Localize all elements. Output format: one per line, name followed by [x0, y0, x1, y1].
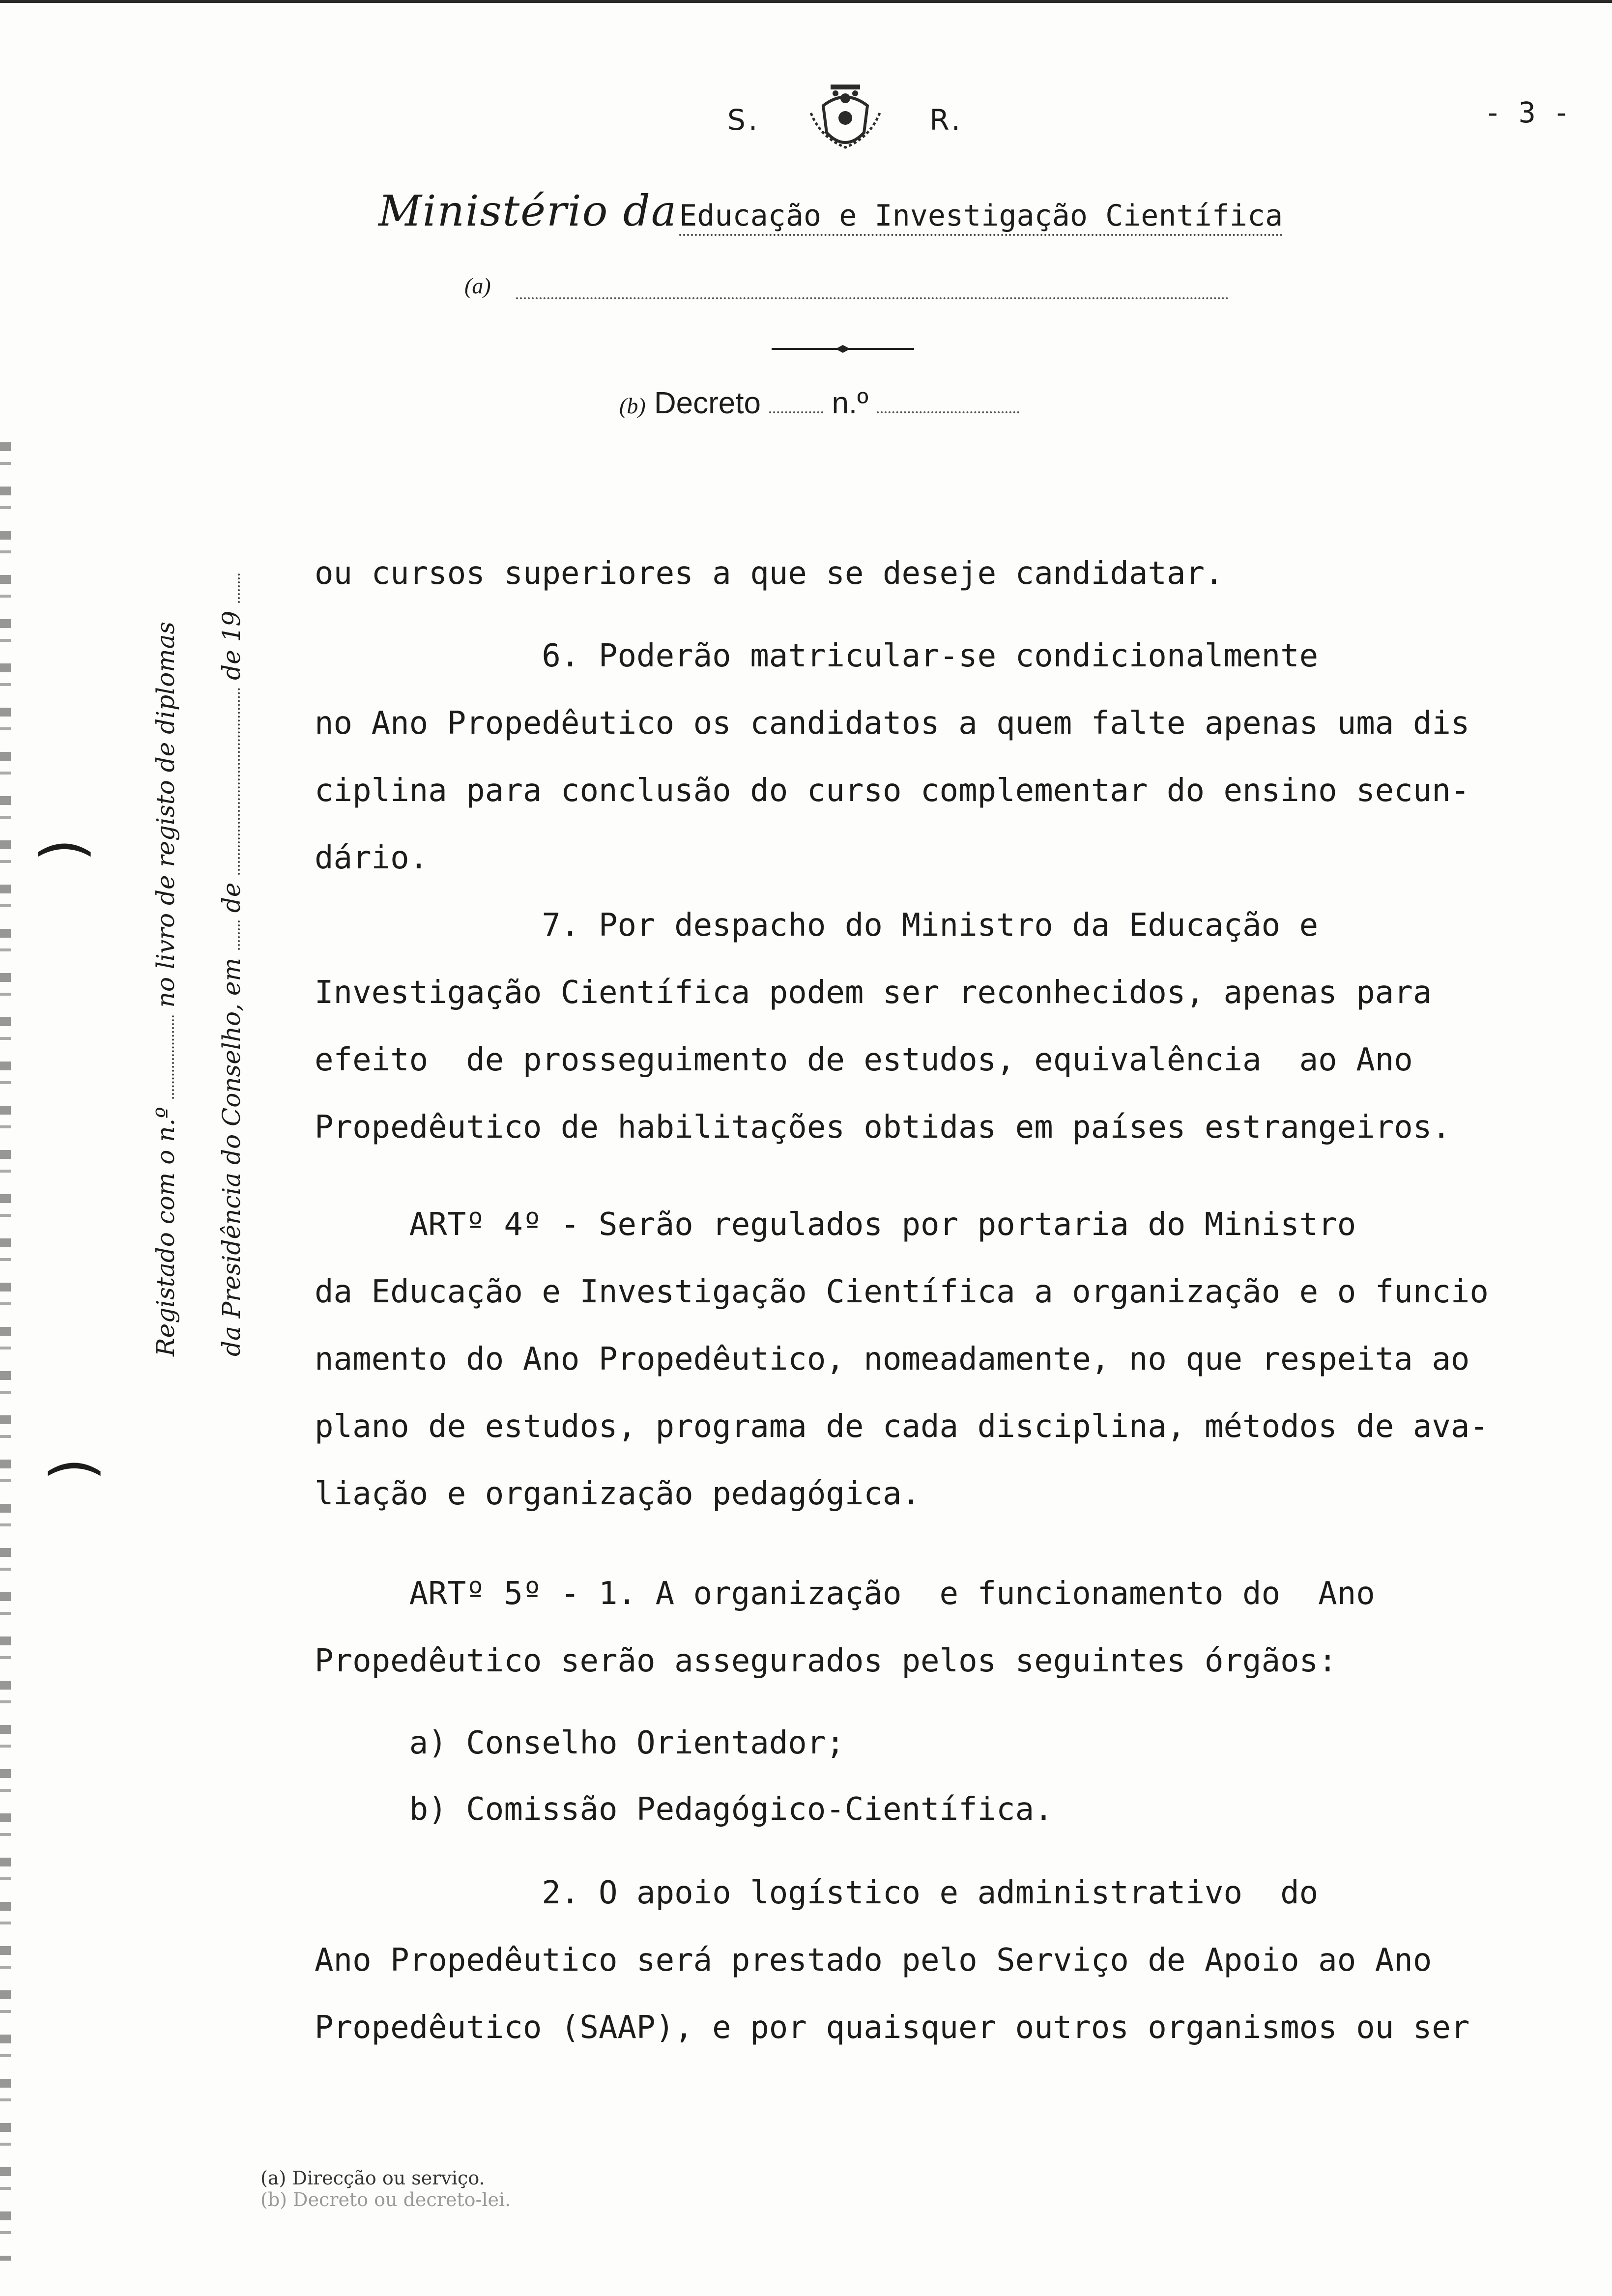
body-line: namento do Ano Propedêutico, nomeadamente, no que respeita ao	[315, 1341, 1470, 1378]
body-line: Investigação Científica podem ser reconhecidos, apenas para	[315, 975, 1432, 1011]
page-number: - 3 -	[1484, 96, 1570, 129]
letterhead-right: R.	[929, 103, 963, 137]
body-line: 7. Por despacho do Ministro da Educação e	[315, 907, 1319, 944]
body-line: a) Conselho Orientador;	[315, 1725, 845, 1761]
body-line: no Ano Propedêutico os candidatos a quem falte apenas uma dis	[315, 705, 1470, 742]
margin-line-1: Registado com o n.º no livro de registo de diplomas	[151, 621, 180, 1356]
body-line: ciplina para conclusão do curso complementar do ensino secun-	[315, 773, 1470, 809]
decree-footnote-mark: (b)	[619, 393, 646, 418]
footnote-b: (b) Decreto ou decreto-lei.	[260, 2189, 511, 2210]
body-line: 6. Poderão matricular-se condicionalmente	[315, 638, 1319, 674]
decree-number-dots	[877, 411, 1019, 413]
divider-ornament	[772, 344, 914, 354]
margin-line-2: da Presidência do Conselho, em de de 19	[199, 574, 264, 1356]
body-line: ou cursos superiores a que se deseje candidatar.	[315, 555, 1224, 592]
margin-bracket-top: (	[31, 838, 100, 861]
direction-field-label: (a)	[464, 273, 491, 298]
body-line: Ano Propedêutico será prestado pelo Serviço de Apoio ao Ano	[315, 1942, 1432, 1979]
letterhead-left: S.	[727, 103, 761, 137]
decree-line	[619, 386, 1019, 421]
ministry-ornate-text: Ministério da	[378, 187, 678, 236]
coat-of-arms-icon	[801, 79, 890, 157]
decree-number-label: n.º	[832, 386, 868, 420]
ministry-heading	[378, 187, 1283, 236]
binding-edge	[0, 442, 11, 2261]
body-line: plano de estudos, programa de cada disciplina, métodos de ava-	[315, 1408, 1489, 1445]
registration-margin-note	[133, 574, 264, 1356]
body-line: liação e organização pedagógica.	[315, 1476, 921, 1512]
body-line: ARTº 5º - 1. A organização e funcionamento do Ano	[315, 1576, 1375, 1612]
body-line: da Educação e Investigação Científica a organização e o funcio	[315, 1274, 1489, 1310]
direction-field-dots	[516, 297, 1229, 299]
decree-word: Decreto	[654, 386, 761, 420]
footnote-a: (a) Direcção ou serviço.	[260, 2167, 485, 2189]
body-line: dário.	[315, 840, 429, 876]
body-line: efeito de prosseguimento de estudos, equivalência ao Ano	[315, 1042, 1413, 1078]
body-line: 2. O apoio logístico e administrativo do	[315, 1875, 1319, 1911]
body-line: b) Comissão Pedagógico-Científica.	[315, 1791, 1053, 1828]
top-rule	[0, 0, 1612, 3]
body-line: Propedêutico de habilitações obtidas em países estrangeiros.	[315, 1109, 1451, 1146]
margin-bracket-bottom: (	[41, 1458, 110, 1481]
body-line: Propedêutico (SAAP), e por quaisquer outros organismos ou ser	[315, 2009, 1470, 2046]
body-line: ARTº 4º - Serão regulados por portaria do Ministro	[315, 1206, 1356, 1243]
ministry-typed-text: Educação e Investigação Científica	[679, 199, 1283, 236]
body-line: Propedêutico serão assegurados pelos seguintes órgãos:	[315, 1643, 1337, 1679]
letterhead	[727, 79, 963, 167]
footnotes	[260, 2167, 511, 2210]
decree-type-dots	[769, 411, 823, 413]
